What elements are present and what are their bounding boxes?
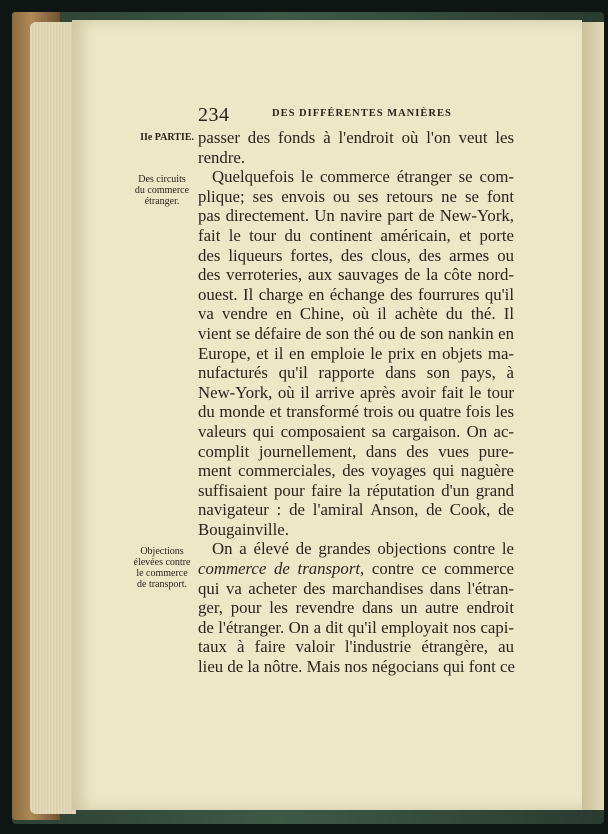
text-line: Europe, et il en emploie le prix en objets ma-: [198, 343, 514, 363]
text-line: valeurs qui composaient sa cargaison. On ac-: [198, 421, 514, 441]
text-line: de l'étranger. On a dit qu'il employait nos capi-: [198, 617, 514, 637]
text-line: du monde et transformé trois ou quatre fois les: [198, 402, 514, 422]
text-line: vient se défaire de son thé ou de son nankin en: [198, 323, 514, 343]
text-line: New-York, où il arrive après avoir fait le tour: [198, 382, 514, 402]
sidenote-line: Objections: [140, 546, 184, 557]
facing-page-edge: [582, 22, 604, 810]
page-stack: [30, 22, 76, 814]
text-line: Quelquefois le commerce étranger se com-: [212, 167, 514, 187]
text-line: navigateur : de l'amiral Anson, de Cook, de: [198, 500, 514, 520]
sidenote-line: élevées contre: [133, 557, 191, 568]
sidenote-objections: [128, 546, 196, 590]
text-line: nufacturés qu'il rapporte dans son pays, à: [198, 363, 514, 383]
text-line: va vendre en Chine, où il achète du thé. Il: [198, 304, 514, 324]
text-line: ment commerciales, des voyages qui naguère: [198, 461, 514, 481]
page-number: 234: [198, 104, 230, 126]
sidenote-line: Des circuits: [138, 174, 186, 185]
text-line: qui va acheter des marchandises dans l'étran-: [198, 578, 514, 598]
text-line: pas directement. Un navire part de New-York,: [198, 206, 514, 226]
text-line: fait le tour du continent américain, et porte: [198, 225, 514, 245]
sidenote-line: étranger.: [144, 196, 180, 207]
text-line: On a élevé de grandes objections contre le: [212, 539, 514, 559]
text-line: taux à faire valoir l'industrie étrangère, au: [198, 637, 514, 657]
text-line: rendre.: [198, 147, 246, 167]
body-text: [198, 128, 514, 677]
text-line: des liqueurs fortes, des clous, des armes ou: [198, 245, 514, 265]
sidenote-line: du commerce: [134, 185, 190, 196]
text-line: complit journellement, dans des vues pure-: [198, 441, 514, 461]
text-line: ouest. Il charge en échange des fourrures qu'il: [198, 284, 514, 304]
sidenote-line: de transport.: [137, 579, 187, 590]
italic-phrase: commerce de transport: [198, 559, 361, 579]
text-line: passer des fonds à l'endroit où l'on veut les: [198, 128, 514, 147]
text-line: Bougainville.: [198, 519, 289, 539]
page-header: [198, 104, 514, 128]
text-line: ger, pour les revendre dans un autre endroit: [198, 598, 514, 618]
sidenote-line: le commerce: [136, 568, 188, 579]
part-label: IIe PARTIE.: [140, 132, 194, 143]
text-line-italic: [198, 559, 514, 579]
text-line: lieu de la nôtre. Mais nos négocians qui font ce: [198, 657, 515, 677]
sidenote-circuits: [128, 174, 196, 207]
text-line: suffisaient pour faire la réputation d'un grand: [198, 480, 514, 500]
text-fragment: , contre ce commerce: [360, 559, 514, 579]
text-line: plique; ses envois ou ses retours ne se font: [198, 186, 514, 206]
running-title: DES DIFFÉRENTES MANIÈRES: [272, 108, 452, 119]
text-line: des verroteries, aux sauvages de la côte nord-: [198, 265, 514, 285]
